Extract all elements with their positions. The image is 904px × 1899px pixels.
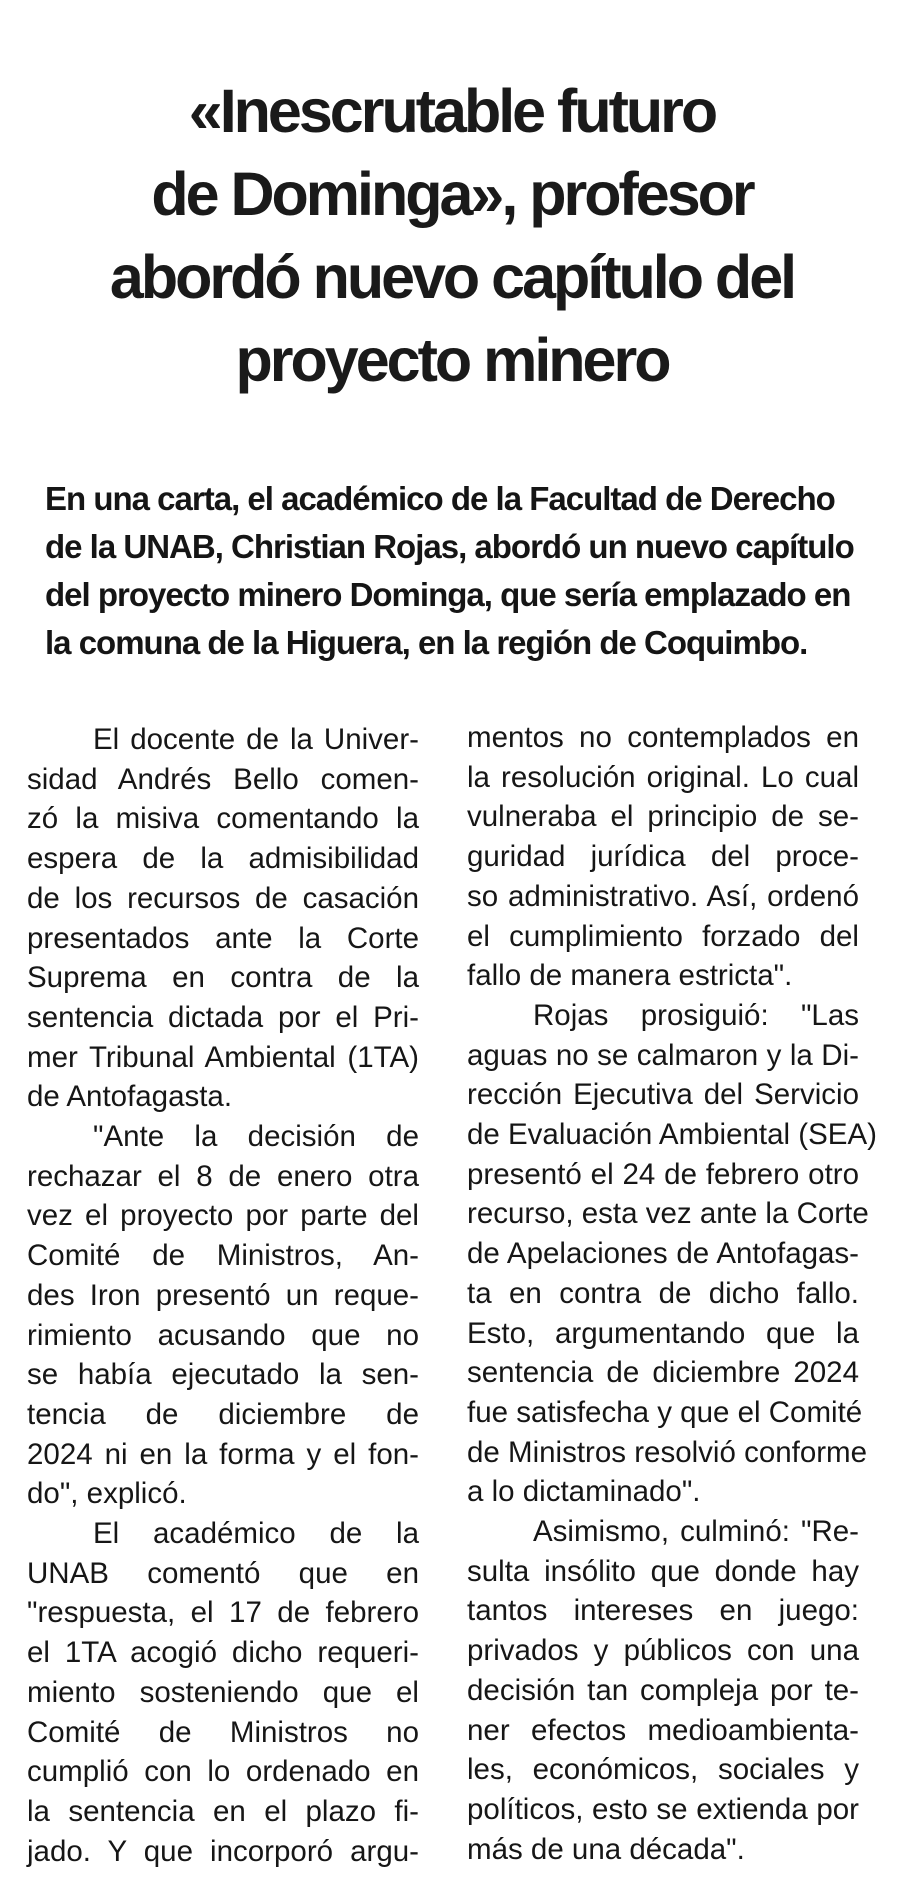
body-line: Comité de Ministros no — [27, 1715, 419, 1749]
body-line: el 1TA acogió dicho requeri- — [27, 1636, 419, 1670]
body-line: políticos, esto se extienda por — [467, 1792, 859, 1826]
body-line: sulta insólito que donde hay — [467, 1554, 859, 1588]
body-column-right — [467, 718, 877, 1869]
body-line: 2024 ni en la forma y el fon- — [27, 1437, 419, 1471]
body-line: de Ministros resolvió conforme — [467, 1435, 868, 1469]
body-line: tantos intereses en juego: — [467, 1594, 859, 1628]
body-line: espera de la admisibilidad — [27, 842, 419, 876]
body-line: UNAB comentó que en — [27, 1556, 419, 1590]
body-column-left — [27, 720, 419, 1871]
lead-line: de la UNAB, Christian Rojas, abordó un nuevo capítulo — [45, 528, 854, 565]
body-line: El académico de la — [93, 1517, 419, 1551]
body-line: mentos no contemplados en — [467, 721, 859, 754]
body-line: jado. Y que incorporó argu- — [27, 1834, 419, 1868]
body-line: Asimismo, culminó: "Re- — [533, 1515, 859, 1549]
body-line: más de una década". — [467, 1832, 745, 1866]
body-line: tencia de diciembre de — [27, 1397, 419, 1431]
body-line: de Antofagasta. — [27, 1080, 233, 1114]
body-line: El docente de la Univer- — [93, 723, 419, 756]
body-line: sentencia de diciembre 2024 — [467, 1356, 859, 1390]
body-line: rimiento acusando que no — [27, 1318, 419, 1352]
article-lead — [45, 475, 865, 667]
body-line: do", explicó. — [27, 1477, 187, 1511]
article-headline — [60, 70, 844, 402]
body-line: "Ante la decisión de — [93, 1120, 419, 1154]
body-line: presentó el 24 de febrero otro — [467, 1157, 859, 1191]
body-line: les, económicos, sociales y — [467, 1753, 859, 1787]
body-line: vulneraba el principio de se- — [467, 800, 859, 834]
body-line: el cumplimiento forzado del — [467, 919, 859, 953]
body-line: fallo de manera estricta". — [467, 959, 793, 993]
body-line: Suprema en contra de la — [27, 961, 419, 995]
body-line: rechazar el 8 de enero otra — [27, 1159, 419, 1193]
headline-line: de Dominga», profesor — [151, 160, 753, 228]
body-line: se había ejecutado la sen- — [27, 1358, 419, 1392]
body-line: la sentencia en el plazo fi- — [27, 1794, 419, 1828]
headline-line: «Inescrutable futuro — [188, 77, 716, 145]
body-line: zó la misiva comentando la — [27, 802, 419, 836]
lead-line: En una carta, el académico de la Facultad de Derecho — [45, 480, 835, 517]
body-line: des Iron presentó un reque- — [27, 1278, 419, 1312]
lead-line: la comuna de la Higuera, en la región de Coquimbo. — [45, 624, 808, 661]
lead-line: del proyecto minero Dominga, que sería emplazado en — [45, 576, 851, 613]
headline-line: proyecto minero — [235, 326, 669, 394]
body-line: rección Ejecutiva del Servicio — [467, 1078, 859, 1112]
body-line: cumplió con lo ordenado en — [27, 1755, 419, 1789]
body-line: mer Tribunal Ambiental (1TA) — [27, 1040, 419, 1074]
headline-line: abordó nuevo capítulo del — [109, 243, 795, 311]
body-line: de Apelaciones de Antofagas- — [467, 1237, 859, 1271]
body-line: a lo dictaminado". — [467, 1475, 701, 1509]
body-line: recurso, esta vez ante la Corte — [467, 1197, 869, 1231]
body-line: presentados ante la Corte — [27, 921, 419, 955]
body-line: so administrativo. Así, ordenó — [467, 879, 859, 913]
body-line: la resolución original. Lo cual — [467, 760, 859, 794]
body-line: Esto, argumentando que la — [467, 1316, 859, 1350]
body-line: "respuesta, el 17 de febrero — [27, 1596, 419, 1630]
body-line: de los recursos de casación — [27, 881, 419, 915]
body-line: privados y públicos con una — [467, 1634, 859, 1668]
body-line: fue satisfecha y que el Comité — [467, 1395, 863, 1429]
body-line: de Evaluación Ambiental (SEA) — [467, 1118, 877, 1152]
body-line: ner efectos medioambienta- — [467, 1713, 859, 1747]
body-line: sidad Andrés Bello comen- — [27, 762, 419, 796]
body-line: ta en contra de dicho fallo. — [467, 1276, 859, 1310]
body-line: miento sosteniendo que el — [27, 1675, 419, 1709]
body-line: sentencia dictada por el Pri- — [27, 1000, 419, 1034]
body-line: aguas no se calmaron y la Di- — [467, 1038, 859, 1072]
body-line: Rojas prosiguió: "Las — [533, 998, 859, 1032]
body-line: guridad jurídica del proce- — [467, 840, 859, 874]
body-line: vez el proyecto por parte del — [27, 1199, 419, 1233]
body-line: decisión tan compleja por te- — [467, 1673, 859, 1707]
body-line: Comité de Ministros, An- — [27, 1239, 419, 1273]
